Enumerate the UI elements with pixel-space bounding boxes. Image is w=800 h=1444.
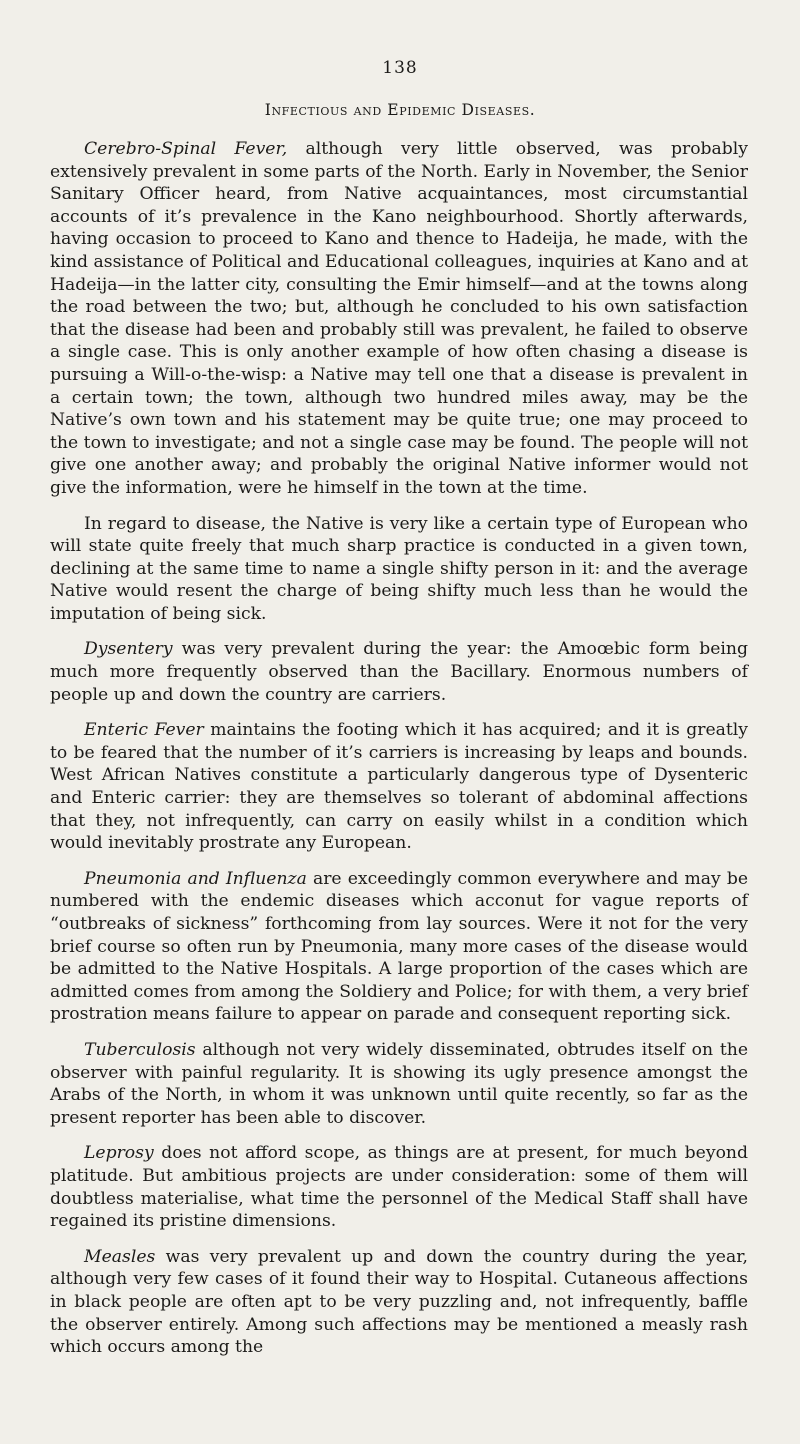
paragraph-native-comparison bbox=[50, 513, 748, 626]
paragraph-tuberculosis bbox=[50, 1039, 748, 1129]
paragraph-cerebro-spinal-fever bbox=[50, 138, 748, 500]
paragraph-text: are exceedingly common everywhere and may be numbered with the endemic diseases which acconut for vague reports of “outbreaks of sickness” forthcoming from lay sources. Were it not for the very brief course so often run by Pneumonia, many more cases of the disease would be admitted to the Native Hospitals. A large proportion of the cases which are admitted comes from among the Soldiery and Police; for with them, a very brief prostration means failure to appear on parade and consequent reporting sick. bbox=[50, 868, 748, 1025]
paragraph-text: although very little observed, was probably extensively prevalent in some parts of the North. Early in November, the Senior Sanitary Officer heard, from Native acquaintances, most circumstantial accounts of it’s prevalence in the Kano neighbourhood. Shortly afterwards, having occasion to proceed to Kano and thence to Hadeija, he made, with the kind assistance of Political and Educational colleagues, inquiries at Kano and at Hadeija—in the latter city, consulting the Emir himself—and at the towns along the road between the two; but, although he concluded to his own satisfaction that the disease had been and probably still was prevalent, he failed to observe a single case. This is only another example of how often chasing a disease is pursuing a Will-o-the-wisp: a Native may tell one that a disease is prevalent in a certain town; the town, although two hundred miles away, may be the Native’s own town and his statement may be quite true; one may proceed to the town to investigate; and not a single case may be found. The people will not give one another away; and probably the original Native informer would not give the information, were he himself in the town at the time. bbox=[50, 139, 749, 498]
disease-name: Dysentery bbox=[84, 639, 173, 660]
disease-name: Enteric Fever bbox=[84, 720, 204, 741]
paragraph-text: In regard to disease, the Native is very like a certain type of European who will state quite freely that much sharp practice is conducted in a given town, declining at the same time to name a single shifty person in it: and the average Native would resent the charge of being shifty much less than he would the imputation of being sick. bbox=[50, 513, 748, 624]
paragraph-text: was very prevalent during the year: the Amoœbic form being much more frequently observed than the Bacillary. Enormous numbers of people up and down the country are carriers. bbox=[50, 639, 748, 705]
paragraph-measles bbox=[50, 1246, 748, 1359]
running-title: Infectious and Epidemic Diseases. bbox=[264, 101, 536, 119]
page-number: 138 bbox=[382, 58, 418, 78]
paragraph-text: maintains the footing which it has acquired; and it is greatly to be feared that the number of it’s carriers is increasing by leaps and bounds. West African Natives constitute a particularly dangerous type of Dysenteric and Enteric carrier: they are themselves so tolerant of abdominal affections that they, not infrequently, can carry on easily whilst in a condition which would inevitably prostrate any European. bbox=[50, 720, 748, 854]
paragraph-text: does not afford scope, as things are at present, for much beyond platitude. But ambitious projects are under consideration: some of them will doubtless materialise, what time the personnel of the Medical Staff shall have regained its pristine dimensions. bbox=[50, 1143, 748, 1232]
disease-name: Leprosy bbox=[84, 1143, 154, 1164]
paragraph-enteric-fever bbox=[50, 719, 748, 855]
disease-name: Pneumonia and Influenza bbox=[84, 868, 307, 889]
body-text bbox=[50, 138, 748, 1359]
paragraph-text: although not very widely disseminated, obtrudes itself on the observer with painful regularity. It is showing its ugly presence amongst the Arabs of the North, in whom it was unknown until quite recently, so far as the present reporter has been able to discover. bbox=[50, 1039, 748, 1128]
paragraph-dysentery bbox=[50, 638, 748, 706]
disease-name: Measles bbox=[84, 1246, 156, 1267]
paragraph-leprosy bbox=[50, 1142, 748, 1232]
disease-name: Tuberculosis bbox=[84, 1039, 196, 1060]
paragraph-text: was very prevalent up and down the country during the year, although very few cases of it found their way to Hospital. Cutaneous affections in black people are often apt to be very puzzling and, not infrequently, baffle the observer entirely. Among such affections may be mentioned a measly rash which occurs among the bbox=[50, 1246, 748, 1358]
disease-name: Cerebro-Spinal Fever, bbox=[84, 139, 288, 159]
paragraph-pneumonia-influenza bbox=[50, 868, 748, 1026]
